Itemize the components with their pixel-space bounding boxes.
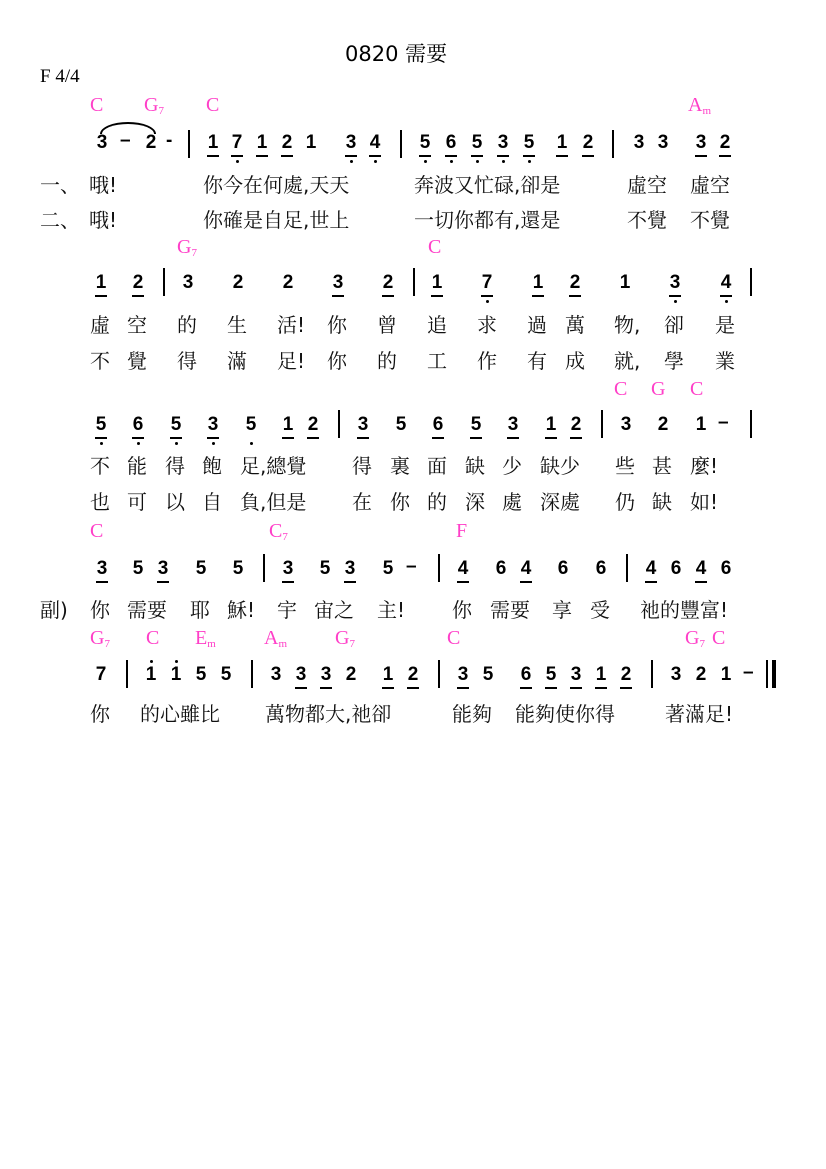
chord: $G_7$ bbox=[685, 627, 705, 650]
lyric: 你今在何處,天天 bbox=[203, 173, 350, 197]
key-signature: F 4/4 bbox=[40, 66, 80, 87]
verse-number: 二、 bbox=[40, 208, 80, 232]
lyric: 虛空 bbox=[690, 173, 730, 197]
chord: C bbox=[614, 378, 628, 400]
chord: G bbox=[651, 378, 666, 400]
chord: C bbox=[146, 627, 160, 649]
chord: C bbox=[206, 94, 220, 116]
verse-number: 一、 bbox=[40, 173, 80, 197]
chord: F bbox=[456, 520, 468, 542]
score-page: 0820 需要 F 4/4 C $G_7$ C $A_m$ 3 – 2 - 1 7 1 2 1 3 4 5 6 5 3 5 1 2 3 3 3 2 一、 哦! 你今在何處,天天 奔波又忙碌,卻是 虛空 虛空 二、 哦! 你確是自足,世上 一切你都有,還是 不覺 不覺 $G_7$ C 1 2 3 2 2 3 2 1 7 1 2 1 3 4 虛 空 的 生 活! 你 曾 追 求 過 萬 物, 卻 是 不 覺 得 滿 足! 你 的 工 作 有 成 就, 學 業 C G C 5 6 5 3 5 1 2 3 5 6 5 3 1 2 3 2 1 – 不 能 得 飽 足,總覺 得 裏 面 缺 少 缺少 些 甚 麼! 也 可 以 自 負,但是 在 你 的 深 處 深處 仍 缺 如! C $C_7$ F 3 5 3 5 5 3 5 3 5 – 4 6 4 6 6 4 6 4 6 副) 你 需要 耶 穌! 宇 宙之 主! 你 需要 享 受 祂的豐富! $G_7$ C $E_m$ $A_m$ $G_7$ C $G_7$ C 7 1 1 5 5 3 3 3 2 1 2 3 5 6 5 3 1 2 3 2 1 – 你 的心雖比 萬物都大,祂卻 能夠 能夠使你得 著滿足! bbox=[0, 0, 826, 1169]
chord: $G_7$ bbox=[90, 627, 110, 650]
lyric: 一切你都有,還是 bbox=[414, 208, 561, 232]
song-title: 0820 需要 bbox=[345, 42, 448, 66]
lyric: 你確是自足,世上 bbox=[203, 208, 350, 232]
chord: $C_7$ bbox=[269, 520, 288, 543]
lyric: 奔波又忙碌,卻是 bbox=[414, 173, 561, 197]
chord: $E_m$ bbox=[195, 627, 216, 650]
lyric: 不覺 bbox=[690, 208, 730, 232]
chord: $A_m$ bbox=[264, 627, 288, 650]
chord: $A_m$ bbox=[688, 94, 712, 117]
chorus-label: 副) bbox=[40, 598, 68, 622]
lyric: 哦! bbox=[89, 208, 118, 232]
chord: $G_7$ bbox=[335, 627, 355, 650]
chord: C bbox=[90, 520, 104, 542]
chord: C bbox=[90, 94, 104, 116]
chord: C bbox=[690, 378, 704, 400]
lyric: 虛空 bbox=[627, 173, 667, 197]
chord: C bbox=[428, 236, 442, 258]
chord: $G_7$ bbox=[177, 236, 197, 259]
lyric: 哦! bbox=[89, 173, 118, 197]
lyric: 不覺 bbox=[627, 208, 667, 232]
chord: C bbox=[447, 627, 461, 649]
chord: C bbox=[712, 627, 726, 649]
chord: $G_7$ bbox=[144, 94, 164, 117]
